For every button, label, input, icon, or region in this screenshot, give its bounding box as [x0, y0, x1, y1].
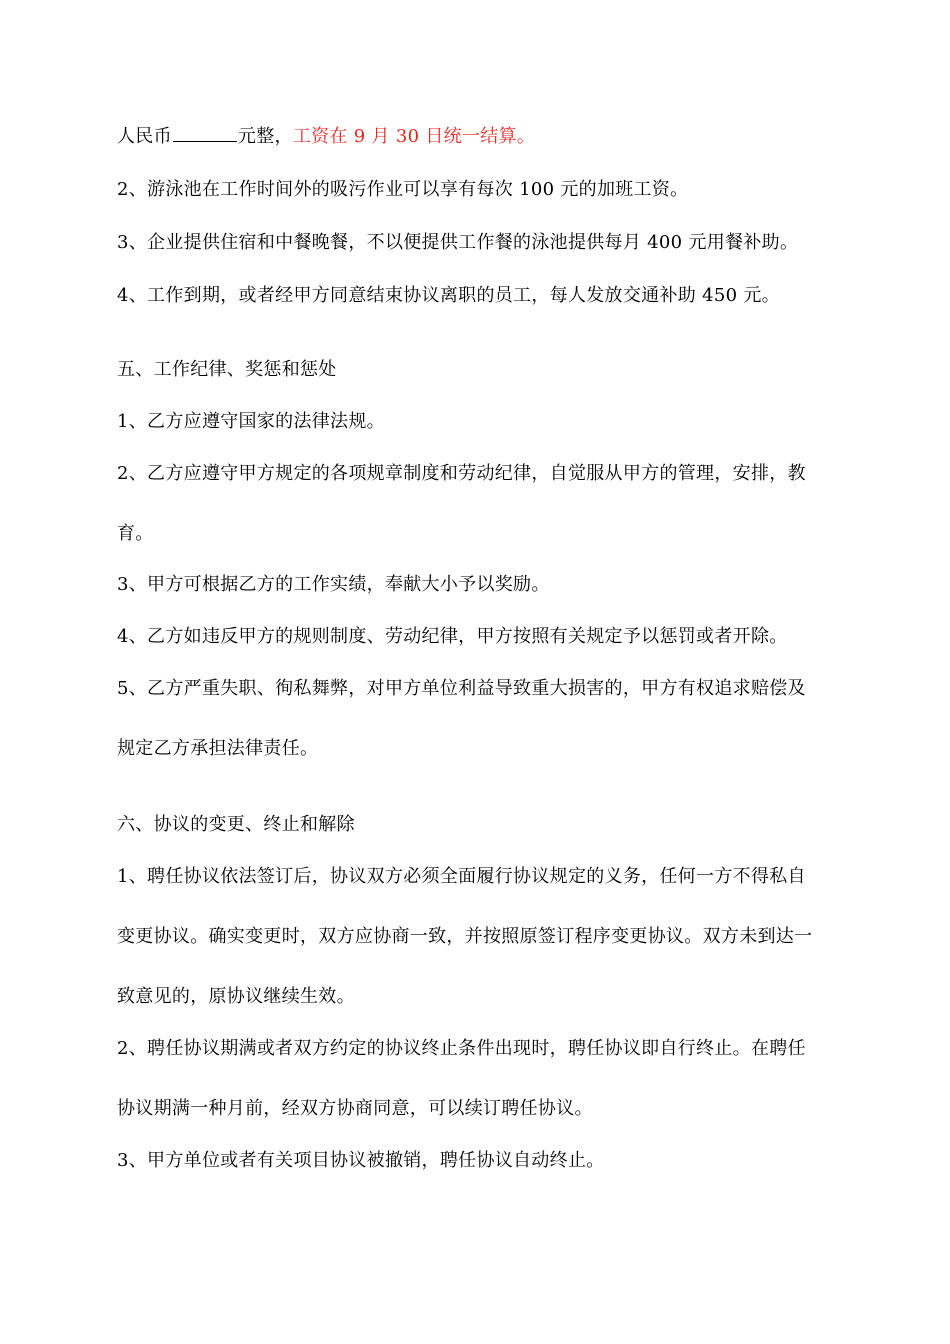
paragraph-line: 协议期满一种月前，经双方协商同意，可以续订聘任协议。: [117, 1098, 593, 1119]
settlement-note: 工资在 9 月 30 日统一结算。: [292, 126, 536, 147]
paragraph-line: 2、游泳池在工作时间外的吸污作业可以享有每次 100 元的加班工资。: [117, 179, 689, 200]
paragraph-line: 育。: [117, 523, 154, 544]
paragraph-line: 2、乙方应遵守甲方规定的各项规章制度和劳动纪律，自觉服从甲方的管理，安排，教: [117, 463, 806, 484]
paragraph-line: 4、乙方如违反甲方的规则制度、劳动纪律，甲方按照有关规定予以惩罚或者开除。: [117, 626, 788, 647]
paragraph-line: 3、企业提供住宿和中餐晚餐，不以便提供工作餐的泳池提供每月 400 元用餐补助。: [117, 232, 799, 253]
paragraph-line: 3、甲方单位或者有关项目协议被撤销，聘任协议自动终止。: [117, 1150, 605, 1171]
paragraph-line: 5、乙方严重失职、徇私舞弊，对甲方单位利益导致重大损害的，甲方有权追求赔偿及: [117, 678, 806, 699]
salary-suffix: 元整，: [237, 126, 293, 147]
paragraph-line: 1、聘任协议依法签订后，协议双方必须全面履行协议规定的义务，任何一方不得私自: [117, 866, 806, 887]
paragraph-line: 3、甲方可根据乙方的工作实绩，奉献大小予以奖励。: [117, 574, 550, 595]
paragraph-line: 变更协议。确实变更时，双方应协商一致，并按照原签订程序变更协议。双方未到达一: [117, 926, 813, 947]
paragraph-line: 4、工作到期，或者经甲方同意结束协议离职的员工，每人发放交通补助 450 元。: [117, 285, 780, 306]
paragraph-line: 规定乙方承担法律责任。: [117, 738, 319, 759]
amount-blank: [173, 125, 237, 142]
paragraph-line: 致意见的，原协议继续生效。: [117, 986, 355, 1007]
paragraph-line: 2、聘任协议期满或者双方约定的协议终止条件出现时，聘任协议即自行终止。在聘任: [117, 1038, 806, 1059]
salary-prefix: 人民币: [117, 126, 172, 147]
salary-line: [117, 125, 857, 149]
section-heading: 六、协议的变更、终止和解除: [117, 814, 355, 835]
section-heading: 五、工作纪律、奖惩和惩处: [117, 359, 337, 380]
paragraph-line: 1、乙方应遵守国家的法律法规。: [117, 411, 385, 432]
